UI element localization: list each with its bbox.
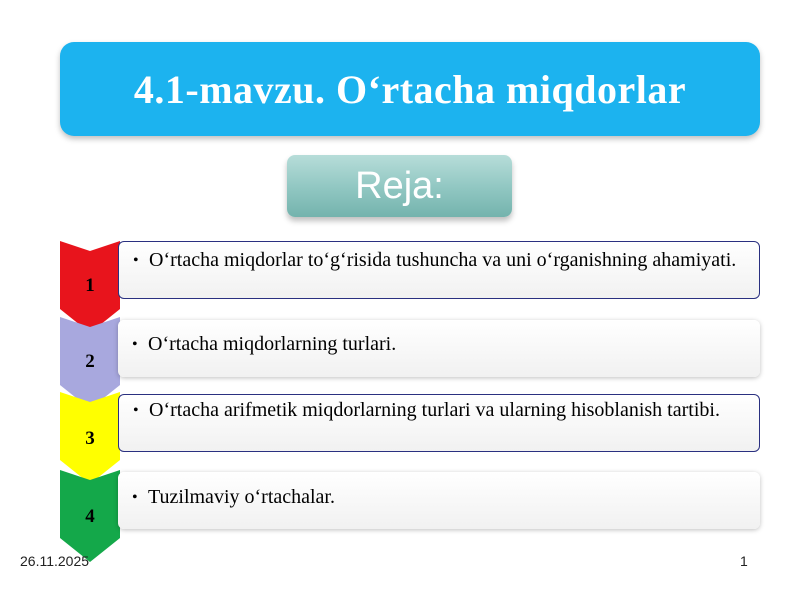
bullet-icon: •	[132, 489, 138, 506]
item-box-2	[118, 320, 760, 377]
item-box-1	[118, 241, 760, 299]
bullet-icon: •	[133, 402, 139, 419]
chevron-4	[60, 470, 124, 562]
title-banner	[60, 42, 760, 136]
item-box-3	[118, 394, 760, 452]
item-text-4: Tuzilmaviy o‘rtachalar.	[148, 486, 335, 508]
item-text-3: O‘rtacha arifmetik miqdorlarning turlari va ularning hisoblanish tartibi.	[149, 399, 720, 421]
slide-title: 4.1-mavzu. O‘rtacha miqdorlar	[133, 66, 687, 112]
subtitle-text: Reja:	[355, 164, 444, 207]
footer-date: 26.11.2025	[20, 553, 90, 569]
item-number-3: 3	[85, 428, 95, 449]
item-number-2: 2	[85, 351, 95, 372]
item-number-4: 4	[85, 506, 95, 527]
item-text-1: O‘rtacha miqdorlar to‘g‘risida tushuncha va uni o‘rganishning ahamiyati.	[149, 249, 737, 271]
item-number-1: 1	[85, 275, 95, 296]
bullet-icon: •	[132, 336, 138, 353]
bullet-icon: •	[133, 252, 139, 269]
page-number: 1	[740, 553, 748, 569]
item-text-2: O‘rtacha miqdorlarning turlari.	[148, 333, 397, 355]
subtitle-box	[287, 155, 512, 217]
item-box-4	[118, 472, 760, 529]
